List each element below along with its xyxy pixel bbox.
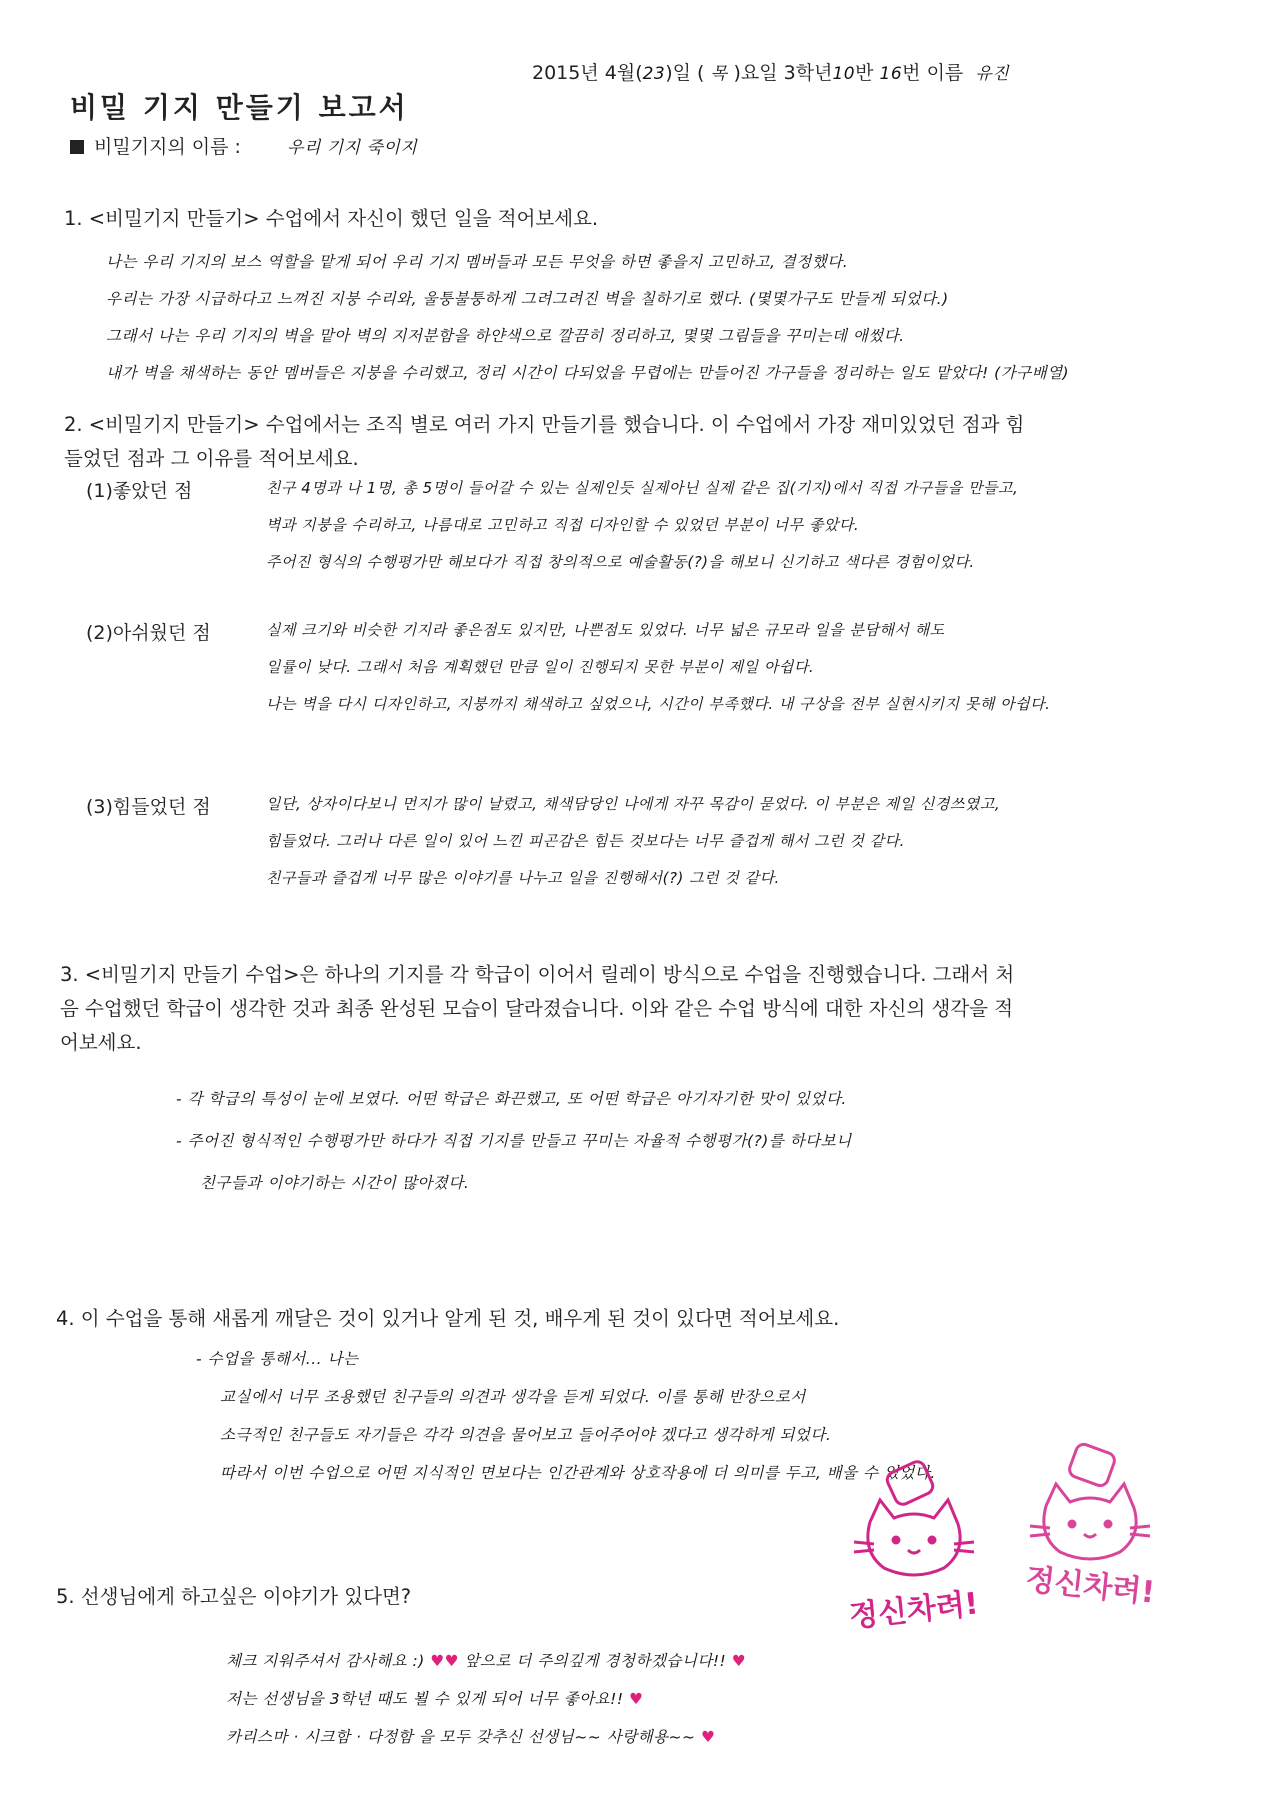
class-label: 반 (855, 62, 880, 84)
answer-1-line: 우리는 가장 시급하다고 느껴진 지붕 수리와, 울퉁불퉁하게 그려그려진 벽을 칠하기로 했다. (몇몇가구도 만들게 되었다.) (106, 290, 949, 308)
answer-5-line: 카리스마 · 시크함 · 다정함 을 모두 갖추신 선생님~~ 사랑해용~~ (226, 1728, 696, 1746)
base-name-row (70, 132, 417, 159)
answer-3 (176, 1078, 852, 1204)
heart-icon: ♥ (629, 1690, 644, 1708)
answer-4-line: 따라서 이번 수업으로 어떤 지식적인 면보다는 인간관계와 상호작용에 더 의미를 두고, 배울 수 있었다. (220, 1464, 936, 1482)
answer-5-line: 앞으로 더 주의깊게 경청하겠습니다!! (464, 1652, 727, 1670)
regret-point-answer (266, 612, 1050, 723)
heart-icon: ♥ (700, 1728, 716, 1746)
cat-stamp-left (834, 1452, 994, 1642)
header-info (532, 58, 1009, 85)
weekday: 목 (710, 64, 728, 84)
student-number: 16 (879, 64, 903, 84)
question-3-line: 3. <비밀기지 만들기 수업>은 하나의 기지를 각 학급이 이어서 릴레이 방식으로 수업을 진행했습니다. 그래서 처 (60, 963, 1015, 986)
base-name-value: 우리 기지 죽이지 (287, 138, 418, 158)
answer-1 (106, 244, 1256, 392)
good-point-answer (266, 470, 1018, 581)
regret-point-line: 실제 크기와 비슷한 기지라 좋은점도 있지만, 나쁜점도 있었다. 너무 넓은 규모라 일을 분담해서 해도 (266, 621, 945, 639)
class-number: 10 (832, 64, 856, 84)
question-2 (64, 408, 1234, 476)
heart-icon: ♥ (444, 1652, 460, 1670)
answer-3-line: - 주어진 형식적인 수행평가만 하다가 직접 기지를 만들고 꾸미는 자율적 수행평가(?)를 하다보니 (176, 1132, 852, 1150)
student-name: 유진 (975, 64, 1010, 84)
square-bullet-icon (70, 140, 84, 154)
hard-point-line: 힘들었다. 그러나 다른 일이 있어 느낀 피곤감은 힘든 것보다는 너무 즐겁게 해서 그런 것 같다. (266, 832, 905, 850)
question-2-line: 2. <비밀기지 만들기> 수업에서는 조직 별로 여러 가지 만들기를 했습니다. 이 수업에서 가장 재미있었던 점과 힘 (64, 413, 1025, 436)
answer-3-line: 친구들과 이야기하는 시간이 많아졌다. (200, 1174, 470, 1192)
answer-1-line: 내가 벽을 채색하는 동안 멤버들은 지붕을 수리했고, 정리 시간이 다되었을 무렵에는 만들어진 가구들을 정리하는 일도 맡았다! (가구배열) (106, 364, 1070, 382)
heart-icon: ♥ (731, 1652, 747, 1670)
date-year: 2015년 4월( (532, 62, 643, 84)
regret-point-line: 나는 벽을 다시 디자인하고, 지붕까지 채색하고 싶었으나, 시간이 부족했다. 내 구상을 전부 실현시키지 못해 아쉽다. (266, 695, 1051, 713)
question-3 (60, 958, 1240, 1060)
hard-point-label: (3)힘들었던 점 (86, 796, 211, 818)
answer-4-line: 소극적인 친구들도 자기들은 각각 의견을 물어보고 들어주어야 겠다고 생각하게 되었다. (220, 1426, 832, 1444)
stamp-text: 정신차려! (847, 1586, 981, 1635)
answer-5-line: 저는 선생님을 3학년 때도 뵐 수 있게 되어 너무 좋아요!! (226, 1690, 624, 1708)
regret-point-line: 일률이 낮다. 그래서 처음 계획했던 만큼 일이 진행되지 못한 부분이 제일 아쉽다. (266, 658, 815, 676)
answer-5 (226, 1642, 746, 1756)
answer-4-line: 교실에서 너무 조용했던 친구들의 의견과 생각을 듣게 되었다. 이를 통해 반장으로서 (220, 1388, 806, 1406)
good-point-label: (1)좋았던 점 (86, 480, 193, 502)
good-point-line: 벽과 지붕을 수리하고, 나름대로 고민하고 직접 디자인할 수 있었던 부분이 너무 좋았다. (266, 516, 860, 534)
question-3-line: 음 수업했던 학급이 생각한 것과 최종 완성된 모습이 달라졌습니다. 이와 같은 수업 방식에 대한 자신의 생각을 적 (60, 997, 1014, 1020)
weekday-label: )요일 3학년 (733, 62, 833, 84)
good-point-line: 주어진 형식의 수행평가만 해보다가 직접 창의적으로 예술활동(?)을 해보니 신기하고 색다른 경험이었다. (266, 553, 975, 571)
question-1: 1. <비밀기지 만들기> 수업에서 자신이 했던 일을 적어보세요. (64, 207, 599, 230)
student-label: 번 이름 (902, 62, 964, 84)
answer-4 (196, 1340, 936, 1492)
hard-point-line: 일단, 상자이다보니 먼지가 많이 날렸고, 채색담당인 나에게 자꾸 목감이 묻었다. 이 부분은 제일 신경쓰였고, (266, 795, 1001, 813)
answer-4-line: - 수업을 통해서... 나는 (196, 1350, 359, 1368)
day-label: )일 ( (665, 62, 705, 84)
heart-icon: ♥ (430, 1652, 445, 1670)
stamp-text: 정신차려! (1023, 1562, 1157, 1611)
cat-stamp-right (1010, 1436, 1170, 1626)
page-title: 비밀 기지 만들기 보고서 (70, 91, 409, 124)
question-2-line: 들었던 점과 그 이유를 적어보세요. (64, 447, 359, 470)
good-point-line: 친구 4명과 나 1명, 총 5명이 들어갈 수 있는 실제인듯 실제아닌 실제 같은 집(기지)에서 직접 가구들을 만들고, (266, 479, 1019, 497)
question-5: 5. 선생님에게 하고싶은 이야기가 있다면? (56, 1585, 412, 1608)
hard-point-line: 친구들과 즐겁게 너무 많은 이야기를 나누고 일을 진행해서(?) 그런 것 같다. (266, 869, 780, 887)
answer-3-line: - 각 학급의 특성이 눈에 보였다. 어떤 학급은 화끈했고, 또 어떤 학급은 아기자기한 맛이 있었다. (176, 1090, 847, 1108)
answer-5-line: 체크 지워주셔서 감사해요 :) (226, 1652, 425, 1670)
answer-1-line: 나는 우리 기지의 보스 역할을 맡게 되어 우리 기지 멤버들과 모든 무엇을 하면 좋을지 고민하고, 결정했다. (106, 253, 849, 271)
question-4: 4. 이 수업을 통해 새롭게 깨달은 것이 있거나 알게 된 것, 배우게 된 것이 있다면 적어보세요. (56, 1307, 840, 1330)
answer-1-line: 그래서 나는 우리 기지의 벽을 맡아 벽의 지저분함을 하얀색으로 깔끔히 정리하고, 몇몇 그림들을 꾸미는데 애썼다. (106, 327, 905, 345)
date-day: 23 (642, 64, 666, 84)
hard-point-answer (266, 786, 1000, 897)
question-3-line: 어보세요. (60, 1031, 142, 1054)
base-name-label: 비밀기지의 이름 : (94, 136, 241, 158)
regret-point-label: (2)아쉬웠던 점 (86, 622, 211, 644)
